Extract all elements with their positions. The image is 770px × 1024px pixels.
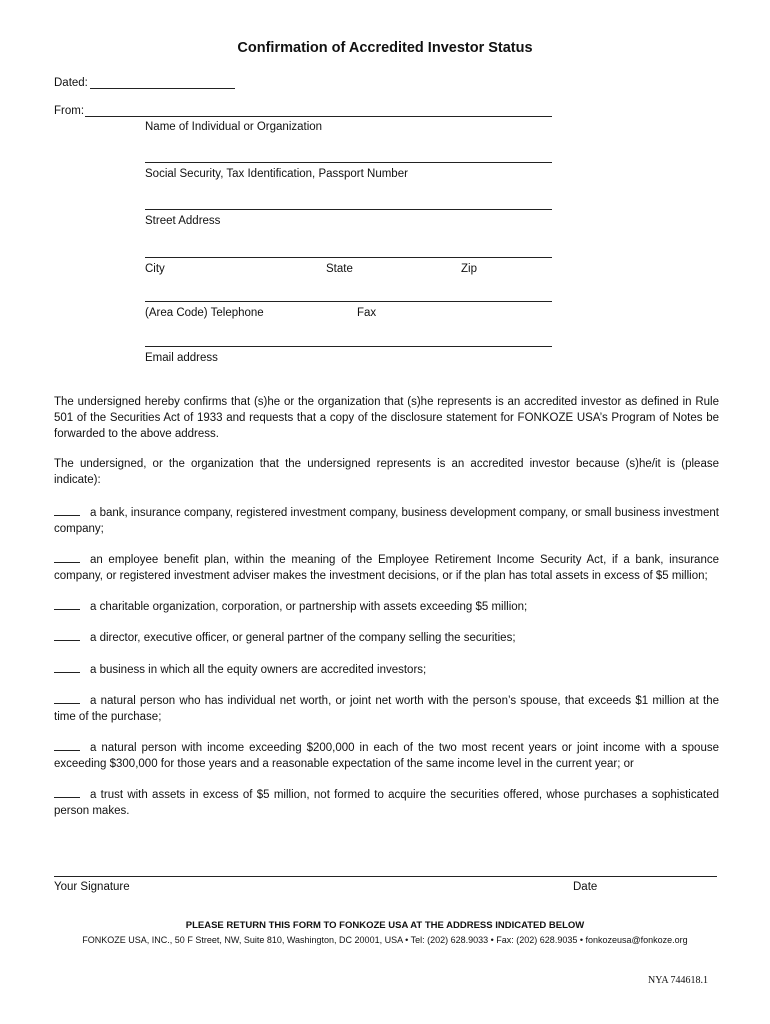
city-state-zip-field[interactable] (145, 257, 552, 258)
option-equity-owners: a business in which all the equity owners are accredited investors; (54, 661, 719, 678)
checkbox-blank[interactable] (54, 661, 80, 673)
checkbox-blank[interactable] (54, 504, 80, 516)
zip-label: Zip (461, 263, 477, 275)
option-charitable-organization: a charitable organization, corporation, or partnership with assets exceeding $5 million; (54, 598, 719, 615)
footer-instruction: PLEASE RETURN THIS FORM TO FONKOZE USA AT THE ADDRESS INDICATED BELOW (185, 920, 585, 931)
option-net-worth: a natural person who has individual net worth, or joint net worth with the person’s spouse, that exceeds $1 million at the time of the purchase; (54, 692, 719, 725)
dated-field[interactable] (90, 88, 235, 89)
checkbox-blank[interactable] (54, 551, 80, 563)
ssn-label: Social Security, Tax Identification, Passport Number (145, 168, 408, 180)
date-label: Date (573, 881, 598, 893)
telephone-label: (Area Code) Telephone (145, 307, 264, 319)
intro-paragraph: The undersigned hereby confirms that (s)he or the organization that (s)he represents is an accredited investor as defined in Rule 501 of the Securities Act of 1933 and requests that a copy of the disclosure statement for FONKOZE USA’s Program of Notes be forwarded to the above address. (54, 396, 719, 440)
state-label: State (326, 263, 353, 275)
checkbox-blank[interactable] (54, 598, 80, 610)
from-label: From: (54, 105, 85, 117)
reason-paragraph: The undersigned, or the organization that the undersigned represents is an accredited investor because (s)he/it is (please indicate): (54, 458, 719, 486)
street-label: Street Address (145, 215, 221, 227)
city-label: City (145, 263, 165, 275)
document-id: NYA 744618.1 (648, 975, 709, 986)
checkbox-blank[interactable] (54, 692, 80, 704)
email-field[interactable] (145, 346, 552, 347)
signature-label: Your Signature (54, 881, 130, 893)
street-field[interactable] (145, 209, 552, 210)
form-title: Confirmation of Accredited Investor Status (237, 40, 533, 56)
telephone-fax-field[interactable] (145, 301, 552, 302)
option-employee-benefit-plan: an employee benefit plan, within the meaning of the Employee Retirement Income Security Act, if a bank, insurance company, or registered investment adviser makes the investment decisions, or if the plan has total assets in excess of $5 million; (54, 551, 719, 584)
checkbox-blank[interactable] (54, 739, 80, 751)
option-trust: a trust with assets in excess of $5 million, not formed to acquire the securities offered, whose purchases a sophisticated person makes. (54, 786, 719, 819)
option-bank: a bank, insurance company, registered investment company, business development company, or small business investment company; (54, 504, 719, 537)
dated-label: Dated: (54, 77, 88, 89)
footer-address: FONKOZE USA, INC., 50 F Street, NW, Suite 810, Washington, DC 20001, USA • Tel: (202) 628.9033 • Fax: (202) 628.9035 • fonkozeusa@fonkoze.org (82, 935, 688, 945)
checkbox-blank[interactable] (54, 786, 80, 798)
name-label: Name of Individual or Organization (145, 121, 323, 133)
email-label: Email address (145, 352, 218, 364)
checkbox-blank[interactable] (54, 629, 80, 641)
ssn-field[interactable] (145, 162, 552, 163)
option-income: a natural person with income exceeding $200,000 in each of the two most recent years or joint income with a spouse exceeding $300,000 for those years and a reasonable expectation of the same income level in the current year; or (54, 739, 719, 772)
signature-line[interactable] (54, 876, 717, 877)
option-director: a director, executive officer, or general partner of the company selling the securities; (54, 629, 719, 646)
fax-label: Fax (357, 307, 377, 319)
name-field[interactable] (85, 116, 552, 117)
